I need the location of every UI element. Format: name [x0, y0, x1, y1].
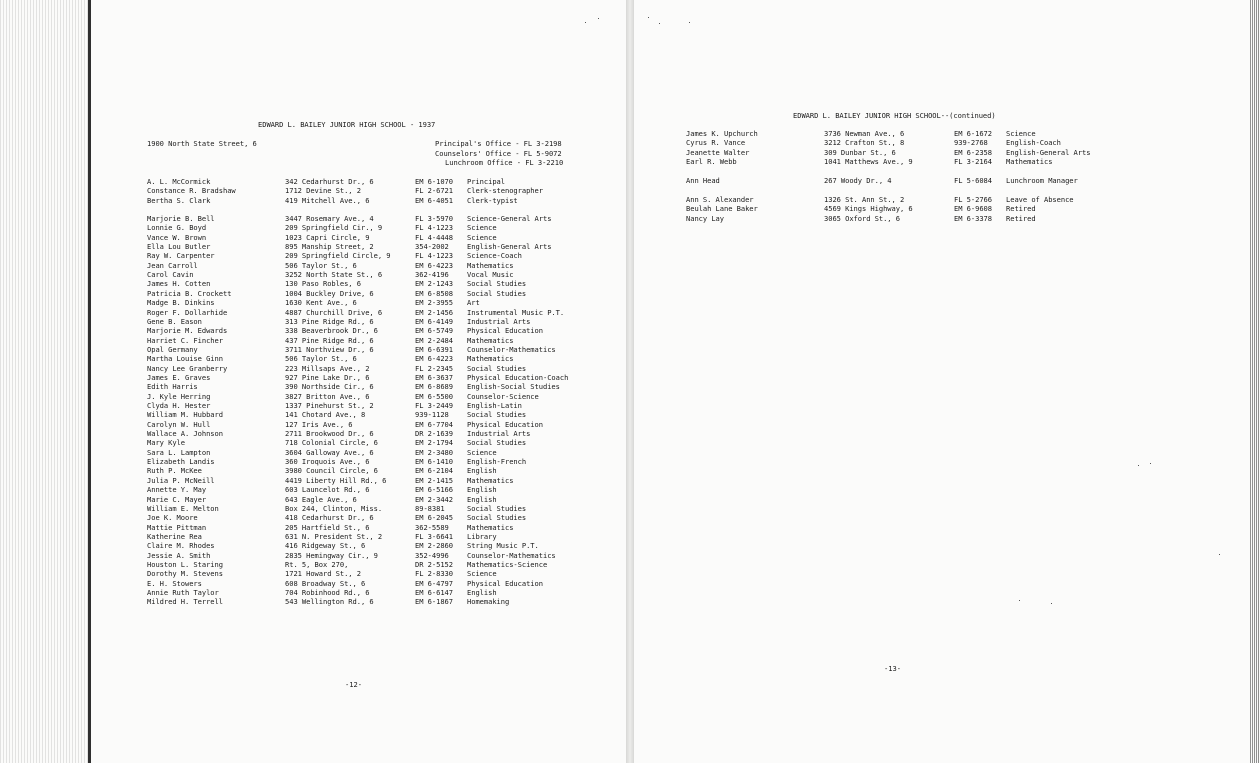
staff-address: 209 Springfield Cir., 9 — [285, 223, 383, 233]
staff-row — [147, 279, 747, 288]
staff-assignment: English-Coach — [1006, 138, 1061, 148]
staff-name: Julia P. McNeill — [147, 475, 215, 485]
staff-address: 141 Chotard Ave., 8 — [285, 410, 366, 420]
staff-row — [147, 401, 747, 410]
staff-row — [147, 308, 747, 317]
staff-assignment: Social Studies — [467, 410, 527, 420]
principal-office-phone: Principal's Office - FL 3-2198 — [435, 139, 562, 148]
staff-assignment: Physical Education-Coach — [467, 372, 569, 382]
staff-name: Marie C. Mayer — [147, 494, 207, 504]
staff-assignment: Retired — [1006, 204, 1036, 214]
staff-assignment: English — [467, 588, 497, 597]
staff-assignment: Counselor-Mathematics — [467, 344, 556, 354]
staff-row — [147, 420, 747, 429]
page-edge-line — [88, 0, 91, 763]
staff-assignment: Library — [467, 531, 497, 541]
staff-name: Vance W. Brown — [147, 232, 207, 242]
staff-assignment: Industrial Arts — [467, 316, 531, 326]
staff-row — [147, 373, 747, 382]
scan-speck — [598, 18, 599, 19]
scan-speck — [659, 23, 660, 24]
staff-address: 704 Robinhood Rd., 6 — [285, 588, 370, 597]
staff-row — [147, 588, 747, 597]
staff-row — [147, 551, 747, 560]
staff-assignment: Social Studies — [467, 363, 527, 373]
staff-assignment: English — [467, 494, 497, 504]
staff-assignment: Science — [467, 447, 497, 457]
staff-assignment: Physical Education — [467, 326, 543, 336]
scan-speck — [585, 22, 586, 23]
staff-row — [147, 523, 747, 532]
staff-phone: EM 6-9608 — [954, 204, 992, 214]
staff-row — [147, 448, 747, 457]
staff-row — [147, 336, 747, 345]
staff-address: 4887 Churchill Drive, 6 — [285, 307, 383, 317]
staff-assignment: English-General Arts — [467, 242, 552, 252]
staff-row — [147, 541, 747, 550]
staff-name: James E. Graves — [147, 372, 211, 382]
staff-row — [147, 298, 747, 307]
staff-assignment: Social Studies — [467, 513, 527, 523]
scan-speck — [1138, 465, 1139, 466]
staff-phone: EM 2-2860 — [415, 541, 453, 551]
staff-name: Ray W. Carpenter — [147, 251, 215, 261]
staff-name: Carolyn W. Hull — [147, 419, 211, 429]
staff-row — [147, 289, 747, 298]
staff-phone: EM 2-1794 — [415, 438, 453, 448]
staff-address: 437 Pine Ridge Rd., 6 — [285, 335, 374, 345]
staff-phone: 939-2768 — [954, 138, 988, 148]
staff-name: Dorothy M. Stevens — [147, 569, 223, 579]
staff-name: Roger F. Dollarhide — [147, 307, 228, 317]
staff-row — [147, 261, 747, 270]
staff-row — [147, 326, 747, 335]
scan-speck — [689, 22, 690, 23]
staff-assignment: Mathematics — [1006, 157, 1053, 167]
staff-row — [686, 195, 1260, 204]
staff-phone: 354-2002 — [415, 242, 449, 252]
staff-address: 608 Broadway St., 6 — [285, 578, 366, 588]
staff-address: 506 Taylor St., 6 — [285, 260, 357, 270]
staff-row — [147, 177, 747, 186]
staff-row — [147, 457, 747, 466]
staff-phone: FL 2-8330 — [415, 569, 453, 579]
staff-name: Cyrus R. Vance — [686, 138, 746, 148]
staff-row — [147, 485, 747, 494]
staff-address: 338 Beaverbrook Dr., 6 — [285, 326, 378, 336]
staff-assignment: Clerk-stenographer — [467, 186, 543, 196]
staff-phone: FL 3-6641 — [415, 531, 453, 541]
staff-assignment: Social Studies — [467, 438, 527, 448]
page-edge-stack-right — [1250, 0, 1260, 763]
staff-address: 718 Colonial Circle, 6 — [285, 438, 378, 448]
staff-assignment: Retired — [1006, 213, 1036, 223]
staff-assignment: Physical Education — [467, 419, 543, 429]
staff-address: 1630 Kent Ave., 6 — [285, 298, 357, 308]
page-edge-stack-left — [0, 0, 90, 763]
page-number-left: -12- — [345, 680, 363, 689]
staff-phone: EM 6-4149 — [415, 316, 453, 326]
staff-assignment: Mathematics — [467, 335, 514, 345]
staff-address: 4569 Kings Highway, 6 — [824, 204, 913, 214]
staff-address: 1041 Matthews Ave., 9 — [824, 157, 913, 167]
staff-assignment: Leave of Absence — [1006, 195, 1074, 204]
staff-name: Houston L. Staring — [147, 559, 223, 569]
staff-phone: EM 2-2484 — [415, 335, 453, 345]
staff-assignment: Counselor-Science — [467, 391, 539, 401]
staff-address: 3447 Rosemary Ave., 4 — [285, 214, 374, 223]
staff-address: 3212 Crafton St., 8 — [824, 138, 905, 148]
scan-speck — [1219, 554, 1220, 555]
staff-phone: EM 6-2104 — [415, 466, 453, 476]
staff-row — [147, 233, 747, 242]
staff-address: 543 Wellington Rd., 6 — [285, 597, 374, 607]
staff-phone: FL 2-6721 — [415, 186, 453, 196]
staff-assignment: Mathematics-Science — [467, 559, 548, 569]
staff-address: 390 Northside Cir., 6 — [285, 382, 374, 392]
lunchroom-office-phone: Lunchroom Office - FL 3-2210 — [445, 158, 564, 167]
staff-phone: EM 2-3442 — [415, 494, 453, 504]
staff-assignment: Science — [1006, 129, 1036, 138]
staff-assignment: Art — [467, 298, 480, 308]
staff-name: Martha Louise Ginn — [147, 354, 223, 364]
staff-name: Claire M. Rhodes — [147, 541, 215, 551]
staff-assignment: Principal — [467, 177, 505, 186]
staff-phone: EM 6-8689 — [415, 382, 453, 392]
staff-phone: EM 6-3637 — [415, 372, 453, 382]
staff-row — [147, 504, 747, 513]
staff-phone: EM 6-3378 — [954, 213, 992, 223]
staff-row — [147, 186, 747, 195]
staff-assignment: Homemaking — [467, 597, 510, 607]
staff-name: Annie Ruth Taylor — [147, 588, 219, 597]
staff-row — [147, 364, 747, 373]
staff-row — [147, 569, 747, 578]
staff-address: 603 Launcelot Rd., 6 — [285, 485, 370, 495]
staff-address: 205 Hartfield St., 6 — [285, 522, 370, 532]
staff-assignment: Science — [467, 569, 497, 579]
staff-phone: EM 6-1867 — [415, 597, 453, 607]
staff-name: Beulah Lane Baker — [686, 204, 758, 214]
staff-address: 2835 Hemingway Cir., 9 — [285, 550, 378, 560]
staff-address: 3711 Northview Dr., 6 — [285, 344, 374, 354]
staff-phone: EM 6-4051 — [415, 195, 453, 205]
staff-name: Nancy Lay — [686, 213, 724, 223]
staff-assignment: Instrumental Music P.T. — [467, 307, 565, 317]
staff-phone: EM 6-4223 — [415, 260, 453, 270]
staff-name: Ruth P. McKee — [147, 466, 202, 476]
staff-address: 309 Dunbar St., 6 — [824, 147, 896, 157]
staff-name: James K. Upchurch — [686, 129, 758, 138]
staff-row — [147, 392, 747, 401]
staff-phone: EM 6-1410 — [415, 457, 453, 467]
staff-name: Mattie Pittman — [147, 522, 207, 532]
staff-address: 342 Cedarhurst Dr., 6 — [285, 177, 374, 186]
staff-phone: EM 6-5500 — [415, 391, 453, 401]
staff-phone: FL 4-4448 — [415, 232, 453, 242]
left-page-title: EDWARD L. BAILEY JUNIOR HIGH SCHOOL - 1937 — [258, 120, 436, 129]
staff-phone: 352-4996 — [415, 550, 449, 560]
staff-phone: FL 3-5970 — [415, 214, 453, 223]
staff-name: Joe K. Moore — [147, 513, 198, 523]
staff-row — [686, 138, 1260, 147]
staff-phone: EM 6-1070 — [415, 177, 453, 186]
scan-speck — [1019, 600, 1020, 601]
staff-phone: FL 3-2164 — [954, 157, 992, 167]
staff-phone: EM 2-1456 — [415, 307, 453, 317]
page-number-right: -13- — [884, 664, 902, 673]
staff-assignment: Science — [467, 232, 497, 242]
counselors-office-phone: Counselors' Office - FL 5-9072 — [435, 148, 562, 158]
staff-phone: EM 2-3955 — [415, 298, 453, 308]
staff-row — [147, 466, 747, 475]
staff-address: 3736 Newman Ave., 6 — [824, 129, 905, 138]
staff-address: 223 Millsaps Ave., 2 — [285, 363, 370, 373]
staff-row — [686, 148, 1260, 157]
staff-row — [686, 176, 1260, 185]
staff-phone: EM 6-4797 — [415, 578, 453, 588]
right-page-title: EDWARD L. BAILEY JUNIOR HIGH SCHOOL--(continued) — [793, 111, 996, 120]
staff-address: 3827 Britton Ave., 6 — [285, 391, 370, 401]
staff-name: Ann Head — [686, 176, 720, 185]
staff-address: 419 Mitchell Ave., 6 — [285, 195, 370, 205]
staff-address: 3065 Oxford St., 6 — [824, 213, 900, 223]
scan-speck — [1051, 603, 1052, 604]
staff-name: Sara L. Lampton — [147, 447, 211, 457]
staff-name: Mildred H. Terrell — [147, 597, 223, 607]
staff-phone: FL 5-2766 — [954, 195, 992, 204]
staff-name: Marjorie M. Edwards — [147, 326, 228, 336]
staff-row — [147, 476, 747, 485]
staff-name: Jessie A. Smith — [147, 550, 211, 560]
staff-phone: FL 4-1223 — [415, 251, 453, 261]
staff-phone: EM 2-1243 — [415, 279, 453, 289]
staff-address: 313 Pine Ridge Rd., 6 — [285, 316, 374, 326]
staff-assignment: String Music P.T. — [467, 541, 539, 551]
staff-row — [147, 196, 747, 205]
staff-assignment: Clerk-typist — [467, 195, 518, 205]
staff-name: Jeanette Walter — [686, 147, 750, 157]
staff-row — [147, 579, 747, 588]
staff-name: Ann S. Alexander — [686, 195, 754, 204]
staff-address: 418 Cedarhurst Dr., 6 — [285, 513, 374, 523]
staff-name: James H. Cotten — [147, 279, 211, 289]
staff-row — [147, 560, 747, 569]
staff-address: 416 Ridgeway St., 6 — [285, 541, 366, 551]
staff-address: 3604 Galloway Ave., 6 — [285, 447, 374, 457]
staff-address: 895 Manship Street, 2 — [285, 242, 374, 252]
staff-phone: DR 2-1639 — [415, 429, 453, 439]
staff-assignment: Mathematics — [467, 475, 514, 485]
staff-name: J. Kyle Herring — [147, 391, 211, 401]
staff-address: 1337 Pinehurst St., 2 — [285, 401, 374, 410]
staff-address: Box 244, Clinton, Miss. — [285, 503, 383, 513]
staff-name: Madge B. Dinkins — [147, 298, 215, 308]
staff-assignment: Science — [467, 223, 497, 233]
staff-address: 1712 Devine St., 2 — [285, 186, 361, 196]
staff-name: Lonnie G. Boyd — [147, 223, 207, 233]
staff-name: Clyda H. Hester — [147, 401, 211, 410]
staff-assignment: Industrial Arts — [467, 429, 531, 439]
staff-row — [147, 495, 747, 504]
staff-address: 4419 Liberty Hill Rd., 6 — [285, 475, 387, 485]
staff-row — [147, 513, 747, 522]
staff-assignment: Physical Education — [467, 578, 543, 588]
staff-address: 506 Taylor St., 6 — [285, 354, 357, 364]
staff-phone: EM 6-1672 — [954, 129, 992, 138]
staff-name: Wallace A. Johnson — [147, 429, 223, 439]
staff-address: 631 N. President St., 2 — [285, 531, 383, 541]
staff-row — [147, 214, 747, 223]
staff-name: E. H. Stowers — [147, 578, 202, 588]
staff-name: William E. Melton — [147, 503, 219, 513]
staff-row — [686, 214, 1260, 223]
staff-phone: EM 2-1415 — [415, 475, 453, 485]
staff-row — [686, 129, 1260, 138]
staff-phone: EM 6-2045 — [415, 513, 453, 523]
staff-row — [147, 597, 747, 606]
staff-name: A. L. McCormick — [147, 177, 211, 186]
staff-name: Katherine Rea — [147, 531, 202, 541]
staff-phone: FL 5-6084 — [954, 176, 992, 185]
staff-row — [147, 345, 747, 354]
staff-name: Gene B. Eason — [147, 316, 202, 326]
staff-name: Carol Cavin — [147, 270, 194, 280]
staff-name: Annette Y. May — [147, 485, 207, 495]
staff-address: 360 Iroquois Ave., 6 — [285, 457, 370, 467]
staff-phone: DR 2-5152 — [415, 559, 453, 569]
staff-address: 209 Springfield Circle, 9 — [285, 251, 391, 261]
staff-name: Ella Lou Butler — [147, 242, 211, 252]
staff-phone: 89-8381 — [415, 503, 445, 513]
staff-assignment: Mathematics — [467, 522, 514, 532]
staff-assignment: Lunchroom Manager — [1006, 176, 1078, 185]
staff-address: 127 Iris Ave., 6 — [285, 419, 353, 429]
staff-assignment: English-Latin — [467, 401, 522, 410]
staff-phone: EM 6-7704 — [415, 419, 453, 429]
staff-name: Mary Kyle — [147, 438, 185, 448]
staff-name: Jean Carroll — [147, 260, 198, 270]
staff-row — [147, 382, 747, 391]
staff-row — [147, 251, 747, 260]
staff-assignment: Science-Coach — [467, 251, 522, 261]
staff-assignment: Social Studies — [467, 288, 527, 298]
staff-name: Marjorie B. Bell — [147, 214, 215, 223]
staff-address: 267 Woody Dr., 4 — [824, 176, 892, 185]
staff-assignment: Vocal Music — [467, 270, 514, 280]
staff-assignment: English-French — [467, 457, 527, 467]
staff-row — [147, 532, 747, 541]
staff-assignment: Social Studies — [467, 279, 527, 289]
staff-name: Edith Harris — [147, 382, 198, 392]
staff-assignment: Counselor-Mathematics — [467, 550, 556, 560]
staff-phone: EM 6-2358 — [954, 147, 992, 157]
staff-phone: EM 6-8508 — [415, 288, 453, 298]
staff-address: 1326 St. Ann St., 2 — [824, 195, 905, 204]
staff-phone: 939-1128 — [415, 410, 449, 420]
staff-assignment: Mathematics — [467, 354, 514, 364]
staff-phone: 362-4196 — [415, 270, 449, 280]
staff-phone: 362-5589 — [415, 522, 449, 532]
staff-address: 2711 Brookwood Dr., 6 — [285, 429, 374, 439]
staff-address: 643 Eagle Ave., 6 — [285, 494, 357, 504]
staff-name: Patricia B. Crockett — [147, 288, 232, 298]
staff-assignment: English-General Arts — [1006, 147, 1091, 157]
staff-row — [147, 317, 747, 326]
staff-address: 927 Pine Lake Dr., 6 — [285, 372, 370, 382]
staff-assignment: English — [467, 485, 497, 495]
staff-row — [147, 438, 747, 447]
staff-name: Opal Germany — [147, 344, 198, 354]
staff-phone: EM 6-6147 — [415, 588, 453, 597]
staff-assignment: English — [467, 466, 497, 476]
staff-name: Earl R. Webb — [686, 157, 737, 167]
staff-row — [147, 410, 747, 419]
staff-name: Bertha S. Clark — [147, 195, 211, 205]
staff-phone: EM 6-6391 — [415, 344, 453, 354]
staff-row — [686, 157, 1260, 166]
staff-name: Harriet C. Fincher — [147, 335, 223, 345]
scan-speck — [648, 17, 649, 18]
staff-phone: EM 6-4223 — [415, 354, 453, 364]
staff-phone: FL 2-2345 — [415, 363, 453, 373]
staff-row — [147, 270, 747, 279]
staff-address: 130 Paso Robles, 6 — [285, 279, 361, 289]
staff-address: 1023 Capri Circle, 9 — [285, 232, 370, 242]
staff-assignment: Social Studies — [467, 503, 527, 513]
staff-row — [147, 223, 747, 232]
scan-speck — [1150, 463, 1151, 464]
staff-address: Rt. 5, Box 270, — [285, 559, 349, 569]
staff-row — [147, 429, 747, 438]
staff-phone: EM 6-5166 — [415, 485, 453, 495]
staff-phone: FL 4-1223 — [415, 223, 453, 233]
staff-address: 3252 North State St., 6 — [285, 270, 383, 280]
staff-assignment: English-Social Studies — [467, 382, 560, 392]
staff-phone: FL 3-2449 — [415, 401, 453, 410]
staff-address: 3980 Council Circle, 6 — [285, 466, 378, 476]
staff-name: William M. Hubbard — [147, 410, 223, 420]
staff-phone: EM 6-5749 — [415, 326, 453, 336]
staff-row — [147, 354, 747, 363]
staff-row — [686, 204, 1260, 213]
staff-address: 1004 Buckley Drive, 6 — [285, 288, 374, 298]
staff-phone: EM 2-3480 — [415, 447, 453, 457]
staff-row — [147, 242, 747, 251]
staff-name: Elizabeth Landis — [147, 457, 215, 467]
staff-assignment: Mathematics — [467, 260, 514, 270]
school-address: 1900 North State Street, 6 — [147, 139, 257, 148]
staff-address: 1721 Howard St., 2 — [285, 569, 361, 579]
staff-assignment: Science-General Arts — [467, 214, 552, 223]
staff-name: Nancy Lee Granberry — [147, 363, 228, 373]
staff-name: Constance R. Bradshaw — [147, 186, 236, 196]
